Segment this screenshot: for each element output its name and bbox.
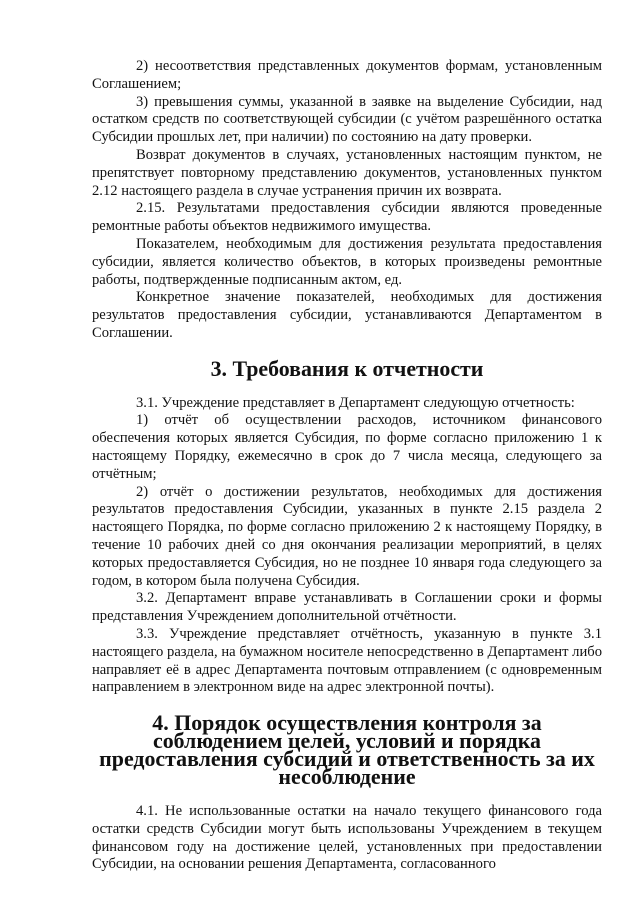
paragraph-4-1: 4.1. Не использованные остатки на начало текущего финансового года остатки средств Субсидии могут быть использованы Учреждением в текущем финансовом году на достижение целей, установленных при предоставлении Субсидии, на основании решения Департамента, согласованного [92, 803, 602, 873]
paragraph-item-3: 3) превышения суммы, указанной в заявке на выделение Субсидии, над остатком средств по соответствующей субсидии (с учётом разрешённого остатка Субсидии прошлых лет, при наличии) по состоянию на дату проверки. [92, 93, 602, 146]
document-page [92, 58, 602, 874]
paragraph-3-1-item-2: 2) отчёт о достижении результатов, необходимых для достижения результатов предоставления Субсидии, указанных в пункте 2.15 раздела 2 настоящего Порядка, по форме согласно приложению 2 к настоящему Порядку, в течение 10 рабочих дней со дня окончания реализации мероприятий, в целях которых предоставляется Субсидия, но не позднее 10 января года следующего за годом, в котором была получена Субсидия. [92, 483, 602, 589]
section-3-heading: 3. Требования к отчетности [210, 355, 484, 381]
paragraph-documents-return: Возврат документов в случаях, установленных настоящим пунктом, не препятствует повторному представлению документов, установленных пунктом 2.12 настоящего раздела в случае устранения причин их возврата. [92, 146, 602, 199]
paragraph-item-2: 2) несоответствия представленных документов формам, установленным Соглашением; [92, 58, 602, 92]
paragraph-3-2: 3.2. Департамент вправе устанавливать в Соглашении сроки и формы представления Учреждением дополнительной отчётности. [92, 590, 602, 625]
paragraph-specific-value: Конкретное значение показателей, необходимых для достижения результатов предоставления субсидии, устанавливаются Департаментом в Соглашении. [92, 289, 602, 341]
paragraph-3-3: 3.3. Учреждение представляет отчётность, указанную в пункте 3.1 настоящего раздела, на бумажном носителе непосредственно в Департамент либо направляет её в адрес Департамента почтовым отправлением (с одновременным направлением в электронном виде на адрес электронной почты). [92, 625, 602, 696]
paragraph-3-1: 3.1. Учреждение представляет в Департамент следующую отчетность: [136, 394, 575, 411]
paragraph-2-15: 2.15. Результатами предоставления субсидии являются проведенные ремонтные работы объектов недвижимого имущества. [92, 200, 602, 235]
paragraph-indicator: Показателем, необходимым для достижения результата предоставления субсидии, является количество объектов, в которых произведены ремонтные работы, подтвержденные подписанным актом, ед. [92, 235, 602, 288]
section-4-heading: 4. Порядок осуществления контроля за соблюдением целей, условий и порядка предоставления субсидий и ответственность за их несоблюдение [99, 710, 595, 790]
paragraph-3-1-item-1: 1) отчёт об осуществлении расходов, источником финансового обеспечения которых является Субсидия, по форме согласно приложению 1 к настоящему Порядку, ежемесячно в срок до 7 числа месяца, следующего за отчётным; [92, 412, 602, 482]
